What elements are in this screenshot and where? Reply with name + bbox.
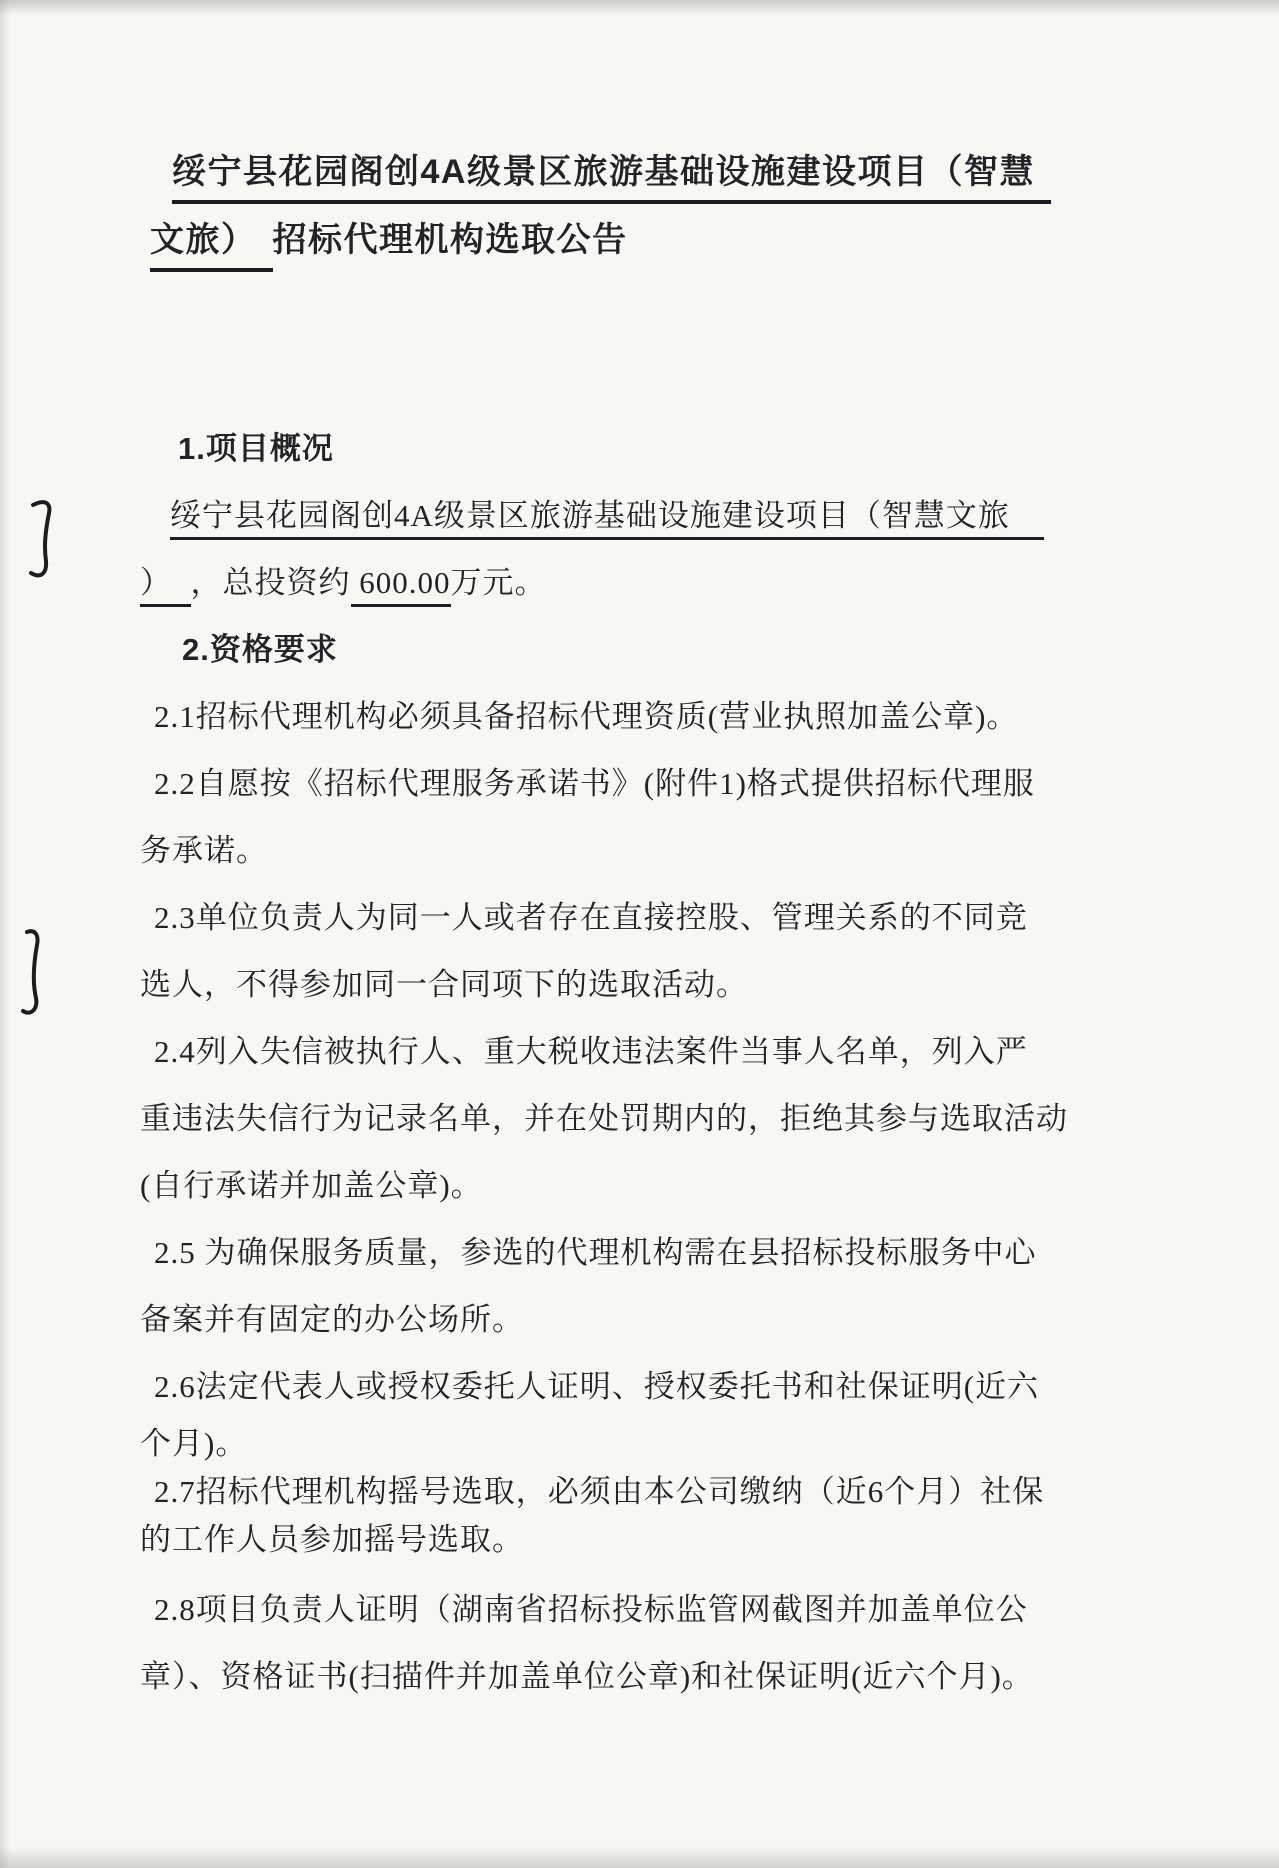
text-line: 2.6法定代表人或授权委托人证明、授权委托书和社保证明(近六 xyxy=(154,1369,1040,1404)
text-line: 重违法失信行为记录名单，并在处罚期内的，拒绝其参与选取活动 xyxy=(140,1101,1068,1136)
clause-2-3 xyxy=(140,884,1189,1018)
clause-2-7 xyxy=(140,1468,1189,1564)
text-line: 2.8项目负责人证明（湖南省招标投标监管网截图并加盖单位公 xyxy=(154,1592,1028,1627)
text-line xyxy=(140,549,1189,616)
clause-2-5 xyxy=(140,1219,1189,1353)
intro-tail: 万元。 xyxy=(450,565,547,600)
clause-2-6 xyxy=(140,1353,1189,1468)
clause-2-1 xyxy=(140,683,1189,750)
section-1-intro-paragraph xyxy=(140,482,1189,616)
document-title xyxy=(140,138,1189,274)
text-line xyxy=(170,482,1189,549)
title-line-2 xyxy=(150,206,1189,274)
section-1-heading: 1.项目概况 xyxy=(178,431,334,466)
title-line-1 xyxy=(172,138,1189,206)
clause-2-4 xyxy=(140,1018,1189,1219)
underlined-project-name: 绥宁县花园阁创4A级景区旅游基础设施建设项目（智慧文旅 xyxy=(170,498,1044,540)
text-line: 2.5 为确保服务质量，参选的代理机构需在县招标投标服务中心 xyxy=(154,1235,1037,1270)
text-line: 务承诺。 xyxy=(140,833,268,868)
text-line: 2.4列入失信被执行人、重大税收违法案件当事人名单，列入严 xyxy=(154,1034,1028,1069)
text-line: 2.3单位负责人为同一人或者存在直接控股、管理关系的不同竞 xyxy=(154,900,1028,935)
title-line-1-underlined: 绥宁县花园阁创4A级景区旅游基础设施建设项目（智慧 xyxy=(172,153,1051,204)
text-line: 章）、资格证书(扫描件并加盖单位公章)和社保证明(近六个月)。 xyxy=(140,1659,1034,1694)
text-line: 个月)。 xyxy=(140,1426,248,1461)
underlined-bracket: ） xyxy=(140,565,191,607)
underlined-investment-amount: 600.00 xyxy=(351,565,451,607)
text-line: 备案并有固定的办公场所。 xyxy=(140,1302,524,1337)
clause-2-2 xyxy=(140,750,1189,884)
text-line: 的工作人员参加摇号选取。 xyxy=(140,1522,524,1557)
text-line: (自行承诺并加盖公章)。 xyxy=(140,1168,483,1203)
title-line-2-plain: 招标代理机构选取公告 xyxy=(272,221,628,259)
text-line: 2.2自愿按《招标代理服务承诺书》(附件1)格式提供招标代理服 xyxy=(154,766,1035,801)
text-line: 2.7招标代理机构摇号选取，必须由本公司缴纳（近6个月）社保 xyxy=(154,1474,1045,1509)
section-2-heading: 2.资格要求 xyxy=(182,632,338,667)
title-line-2-underlined: 文旅） xyxy=(150,221,273,272)
clause-2-8 xyxy=(140,1576,1189,1710)
text-line: 选人，不得参加同一合同项下的选取活动。 xyxy=(140,967,748,1002)
text-line: 2.1招标代理机构必须具备招标代理资质(营业执照加盖公章)。 xyxy=(154,699,1019,734)
intro-text: ，总投资约 xyxy=(190,565,351,600)
